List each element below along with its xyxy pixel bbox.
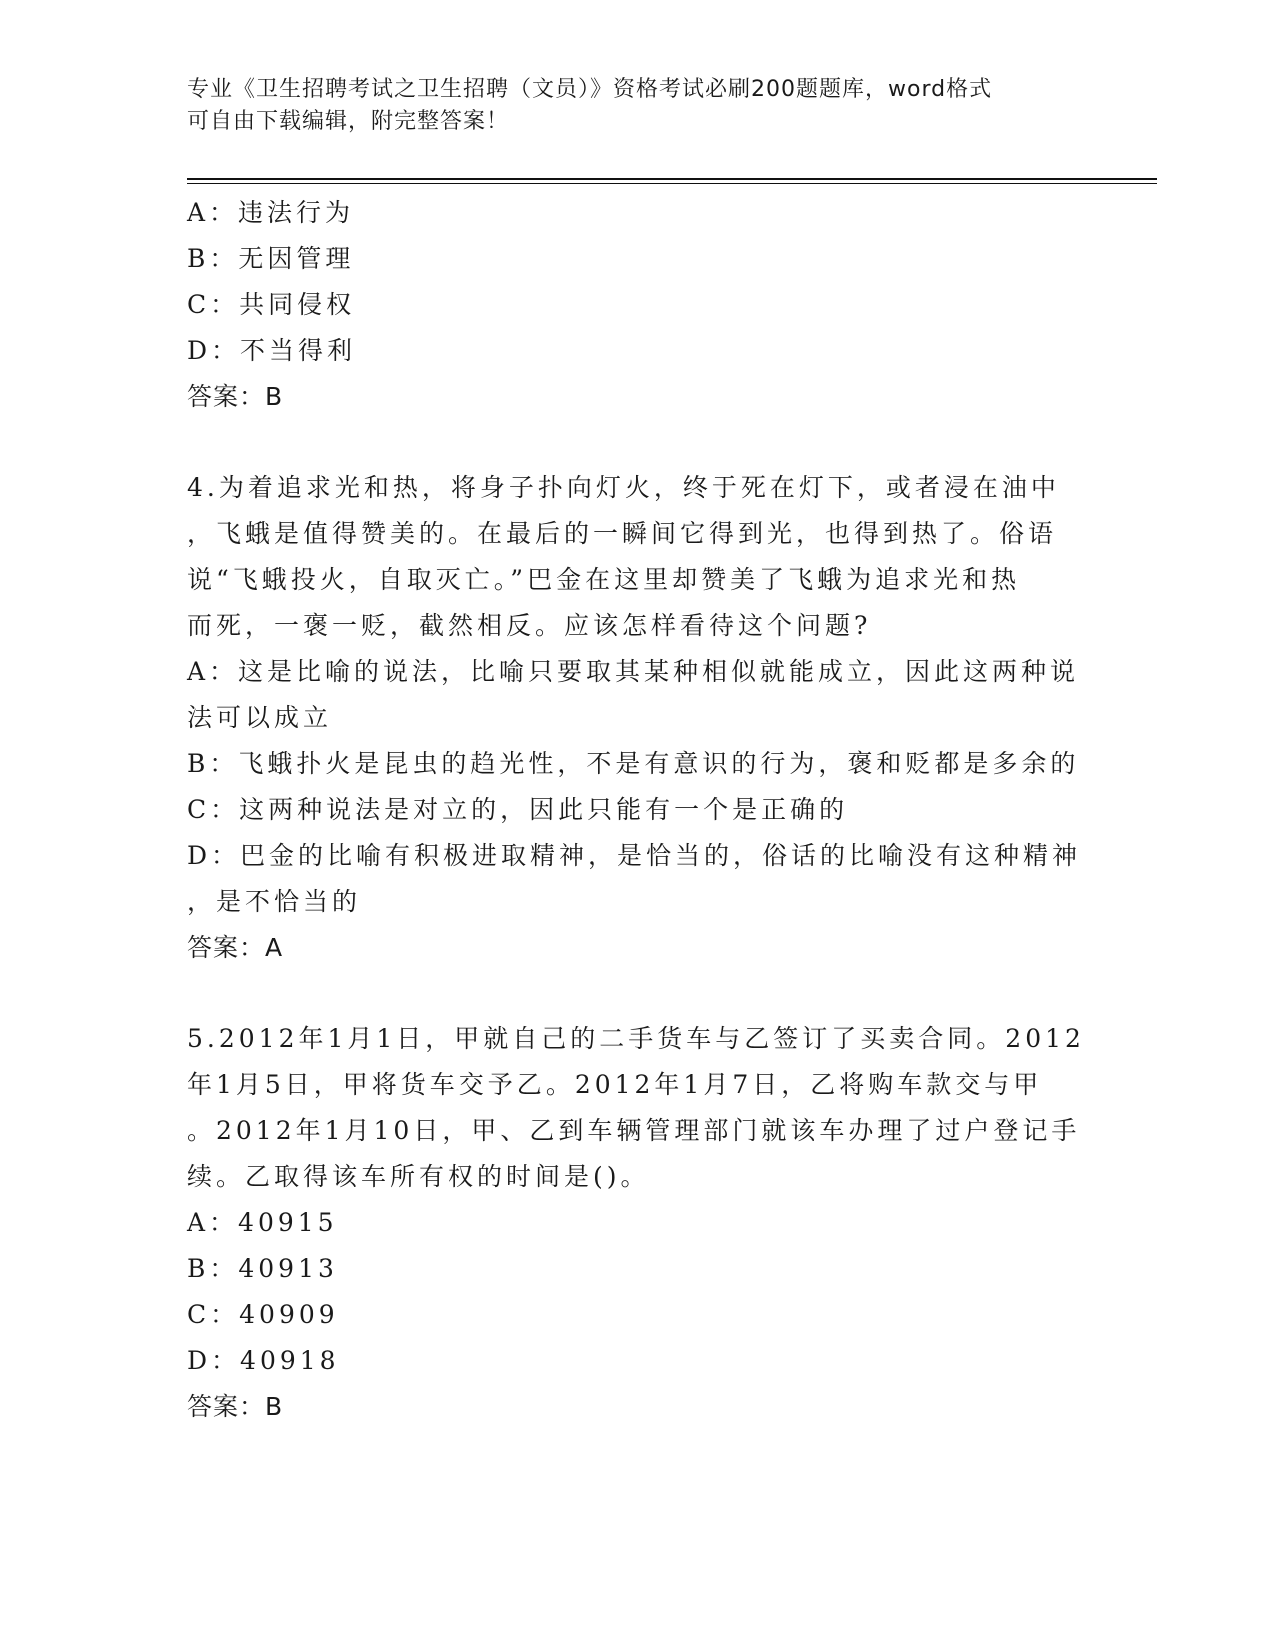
question-stem-line: 说“飞蛾投火，自取灭亡。”巴金在这里却赞美了飞蛾为追求光和热 xyxy=(187,565,1021,594)
answer: 答案：A xyxy=(187,933,284,962)
question-stem-line: 续。乙取得该车所有权的时间是()。 xyxy=(187,1162,650,1191)
document-header xyxy=(187,74,1087,138)
question-stem-line: 年1月5日，甲将货车交予乙。2012年1月7日，乙将购车款交与甲 xyxy=(187,1070,1043,1099)
option-b: B：飞蛾扑火是昆虫的趋光性，不是有意识的行为，褒和贬都是多余的 xyxy=(187,749,1080,778)
option-d-cont: ，是不恰当的 xyxy=(187,887,362,916)
header-rule-thin xyxy=(187,183,1157,184)
question-stem-line: 5.2012年1月1日，甲就自己的二手货车与乙签订了买卖合同。2012 xyxy=(187,1024,1085,1053)
answer: 答案：B xyxy=(187,1392,284,1421)
option-d: D：巴金的比喻有积极进取精神，是恰当的，俗话的比喻没有这种精神 xyxy=(187,841,1082,870)
question-4 xyxy=(187,465,1087,971)
option-b: B：无因管理 xyxy=(187,244,355,273)
question-stem-line: ，飞蛾是值得赞美的。在最后的一瞬间它得到光，也得到热了。俗语 xyxy=(187,519,1058,548)
question-5 xyxy=(187,1016,1087,1430)
option-c: C：40909 xyxy=(187,1300,339,1329)
option-d: D：40918 xyxy=(187,1346,340,1375)
answer: 答案：B xyxy=(187,382,284,411)
header-line-1: 专业《卫生招聘考试之卫生招聘（文员）》资格考试必刷200题题库，word格式 xyxy=(187,77,993,102)
question-stem-line: 4.为着追求光和热，将身子扑向灯火，终于死在灯下，或者浸在油中 xyxy=(187,473,1060,502)
spacer xyxy=(187,420,1087,465)
option-c: C：这两种说法是对立的，因此只能有一个是正确的 xyxy=(187,795,849,824)
question-content xyxy=(187,190,1087,1430)
option-a: A：违法行为 xyxy=(187,198,355,227)
option-a: A：这是比喻的说法，比喻只要取其某种相似就能成立，因此这两种说 xyxy=(187,657,1080,686)
header-line-2: 可自由下载编辑，附完整答案！ xyxy=(187,109,510,134)
option-b: B：40913 xyxy=(187,1254,338,1283)
question-stem-line: 。2012年1月10日，甲、乙到车辆管理部门就该车办理了过户登记手 xyxy=(187,1116,1081,1145)
question-stem-line: 而死，一褒一贬，截然相反。应该怎样看待这个问题? xyxy=(187,611,872,640)
header-rule-thick xyxy=(187,178,1157,180)
option-a: A：40915 xyxy=(187,1208,338,1237)
option-a-cont: 法可以成立 xyxy=(187,703,333,732)
option-d: D：不当得利 xyxy=(187,336,357,365)
question-3-options xyxy=(187,190,1087,420)
option-c: C：共同侵权 xyxy=(187,290,356,319)
spacer xyxy=(187,971,1087,1016)
